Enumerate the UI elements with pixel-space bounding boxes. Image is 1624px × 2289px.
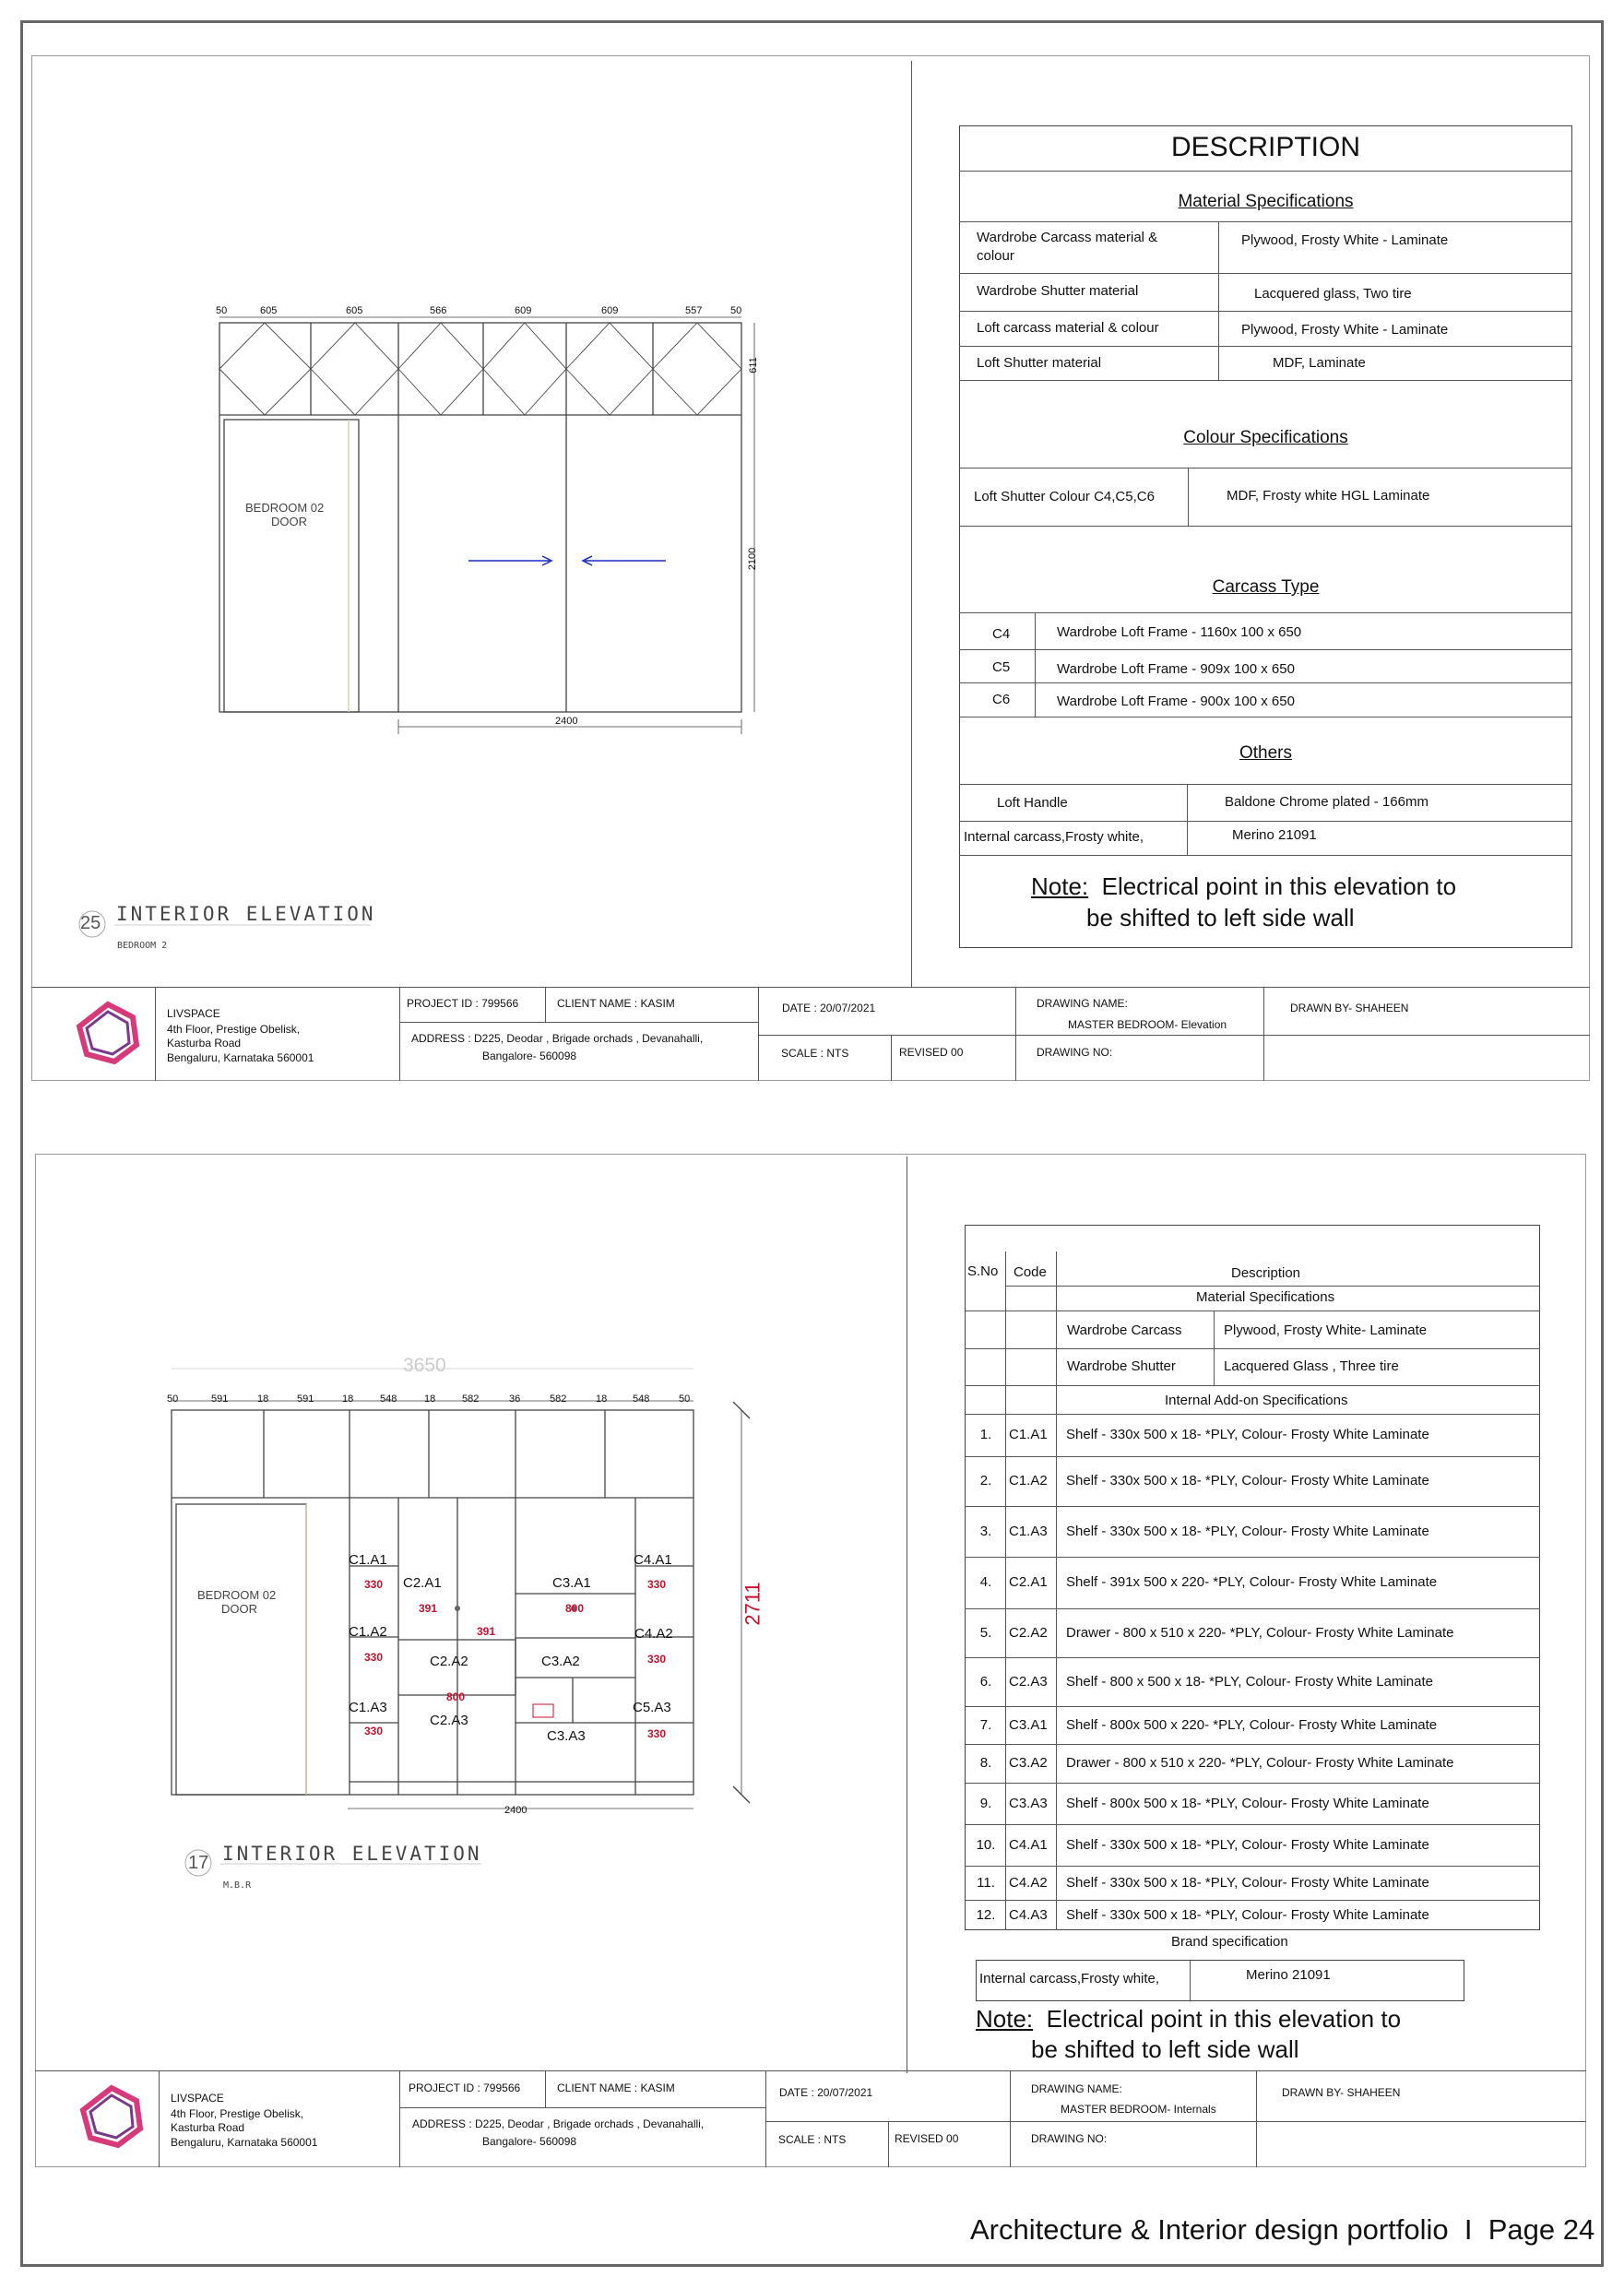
item-description: Drawer - 800 x 510 x 220- *PLY, Colour- Frosty White Laminate [1066, 1625, 1454, 1641]
material-heading: Material Specifications [1196, 1289, 1335, 1305]
overall-dim: 3650 [403, 1355, 446, 1376]
client-name: CLIENT NAME : KASIM [557, 2081, 675, 2094]
drawing-name: MASTER BEDROOM- Elevation [1068, 1018, 1227, 1031]
top-dim: 591 [297, 1394, 314, 1405]
others-heading: Others [1239, 743, 1293, 763]
top-dim: 557 [685, 305, 703, 316]
others-value: Merino 21091 [1232, 827, 1317, 843]
shelf-code: C2.A1 [403, 1575, 442, 1591]
scale: SCALE : NTS [778, 2133, 847, 2146]
item-description: Shelf - 330x 500 x 18- *PLY, Colour- Frosty White Laminate [1066, 1473, 1429, 1488]
material-label: Loft Shutter material [977, 355, 1102, 371]
description-title: DESCRIPTION [1170, 132, 1361, 162]
drawn-by: DRAWN BY- SHAHEEN [1282, 2086, 1401, 2099]
tb-col [545, 2070, 546, 2107]
material-label: Wardrobe Shutter material [977, 283, 1139, 299]
drawing-name-label: DRAWING NAME: [1031, 2082, 1122, 2095]
colour-label: Loft Shutter Colour C4,C5,C6 [974, 489, 1155, 504]
top-dim: 605 [260, 305, 278, 316]
carcass-value: Wardrobe Loft Frame - 900x 100 x 650 [1057, 694, 1295, 709]
material-value: Lacquered glass, Two tire [1254, 286, 1412, 302]
material-value: Lacquered Glass , Three tire [1224, 1358, 1399, 1374]
elevation-title: INTERIOR ELEVATION [116, 903, 376, 925]
material-label: Wardrobe Carcass [1067, 1322, 1182, 1338]
top-dim: 18 [342, 1394, 354, 1405]
red-dim: 330 [647, 1578, 667, 1591]
carcass-code: C6 [992, 692, 1011, 707]
right-dim: 611 [747, 357, 759, 374]
note-label: Note: [1031, 872, 1089, 900]
door-label: DOOR [221, 1602, 257, 1616]
top-dim: 605 [346, 305, 363, 316]
brand-label: Internal carcass,Frosty white, [979, 1971, 1160, 1987]
header-description: Description [1231, 1265, 1301, 1281]
header-code: Code [1014, 1264, 1047, 1280]
row-line [965, 1657, 1540, 1658]
company-address: Bengaluru, Karnataka 560001 [171, 2136, 318, 2149]
tb-col [1256, 2070, 1257, 2167]
carcass-code: C4 [992, 626, 1011, 642]
colour-heading: Colour Specifications [1183, 428, 1348, 447]
project-id: PROJECT ID : 799566 [407, 997, 519, 1010]
col-line [1190, 1960, 1191, 2001]
livspace-logo [79, 2084, 144, 2149]
top-dim: 36 [509, 1394, 521, 1405]
item-sno: 12. [976, 1907, 996, 1923]
company-address: Bengaluru, Karnataka 560001 [167, 1051, 314, 1064]
item-sno: 4. [979, 1574, 992, 1590]
company-address: Kasturba Road [171, 2121, 245, 2134]
drawn-by: DRAWN BY- SHAHEEN [1290, 1002, 1409, 1014]
item-code: C2.A1 [1009, 1574, 1048, 1590]
item-description: Shelf - 800 x 500 x 18- *PLY, Colour- Frosty White Laminate [1066, 1674, 1433, 1690]
brand-heading: Brand specification [1171, 1934, 1288, 1950]
item-code: C4.A1 [1009, 1837, 1048, 1853]
elevation-subtitle: BEDROOM 2 [117, 941, 168, 951]
site-address: Bangalore- 560098 [482, 2135, 577, 2148]
company-address: Kasturba Road [167, 1037, 242, 1050]
site-address: Bangalore- 560098 [482, 1050, 577, 1062]
company-address: 4th Floor, Prestige Obelisk, [167, 1023, 301, 1036]
date: DATE : 20/07/2021 [779, 2086, 873, 2099]
item-code: C3.A2 [1009, 1755, 1048, 1771]
shelf-code: C5.A3 [633, 1700, 671, 1715]
tb-col [159, 2070, 160, 2167]
tb-col [399, 2070, 400, 2167]
item-code: C1.A3 [1009, 1524, 1048, 1539]
row-line [1005, 1286, 1540, 1287]
note-line-1: Electrical point in this elevation to [1033, 2005, 1402, 2033]
item-code: C3.A3 [1009, 1796, 1048, 1811]
material-label: Wardrobe Shutter [1067, 1358, 1176, 1374]
top-dim: 609 [515, 305, 532, 316]
date: DATE : 20/07/2021 [782, 1002, 876, 1014]
drawing-name: MASTER BEDROOM- Internals [1061, 2103, 1216, 2116]
red-dim: 391 [477, 1625, 496, 1638]
top-dim: 18 [424, 1394, 436, 1405]
row-line [965, 1348, 1540, 1349]
item-code: C4.A3 [1009, 1907, 1048, 1923]
top-dim: 582 [462, 1394, 480, 1405]
material-value: Plywood, Frosty White - Laminate [1241, 322, 1449, 338]
material-value: MDF, Laminate [1273, 355, 1366, 371]
others-label: Internal carcass,Frosty white, [964, 829, 1144, 845]
elevation-number: 25 [80, 913, 101, 933]
brand-value: Merino 21091 [1246, 1967, 1331, 1983]
others-label: Loft Handle [997, 795, 1068, 811]
others-value: Baldone Chrome plated - 166mm [1225, 794, 1428, 810]
carcass-value: Wardrobe Loft Frame - 1160x 100 x 650 [1057, 624, 1302, 640]
bottom-dim: 2400 [504, 1805, 528, 1816]
col-line [1056, 1251, 1057, 1930]
right-dim: 2100 [747, 547, 759, 571]
item-sno: 3. [979, 1524, 992, 1539]
carcass-value: Wardrobe Loft Frame - 909x 100 x 650 [1057, 661, 1295, 677]
row-line [965, 1557, 1540, 1558]
item-sno: 11. [977, 1875, 995, 1891]
top-dim: 50 [167, 1394, 179, 1405]
door-label: DOOR [271, 515, 307, 528]
item-code: C3.A1 [1009, 1717, 1048, 1733]
shelf-code: C2.A2 [430, 1654, 468, 1669]
revised: REVISED 00 [895, 2132, 959, 2145]
shelf-code: C3.A1 [552, 1575, 591, 1591]
top-dim: 566 [430, 305, 447, 316]
item-code: C4.A2 [1009, 1875, 1048, 1891]
scale: SCALE : NTS [781, 1047, 849, 1060]
site-address: ADDRESS : D225, Deodar , Brigade orchads , Devanahalli, [412, 2117, 705, 2130]
top-dim: 548 [380, 1394, 397, 1405]
tb-col [765, 2070, 766, 2167]
row-line [965, 1900, 1540, 1901]
drawing-name-label: DRAWING NAME: [1037, 997, 1128, 1010]
tb-row [765, 2121, 1586, 2122]
client-name: CLIENT NAME : KASIM [557, 997, 675, 1010]
tb-col [888, 2121, 889, 2167]
row-line [965, 1608, 1540, 1609]
company-name: LIVSPACE [167, 1007, 220, 1020]
top-dim: 609 [601, 305, 619, 316]
material-heading: Material Specifications [1178, 192, 1354, 211]
item-sno: 9. [979, 1796, 992, 1811]
door-label: BEDROOM 02 [245, 501, 325, 515]
note-line-2: be shifted to left side wall [1086, 904, 1355, 931]
shelf-code: C2.A3 [430, 1713, 468, 1728]
carcass-heading: Carcass Type [1212, 577, 1320, 597]
item-code: C1.A1 [1009, 1427, 1048, 1442]
item-description: Shelf - 330x 500 x 18- *PLY, Colour- Frosty White Laminate [1066, 1427, 1429, 1442]
red-dim: 330 [364, 1725, 384, 1738]
red-dim: 330 [364, 1651, 384, 1664]
material-label: Wardrobe Carcass material & colour [977, 230, 1158, 264]
red-dim: 800 [565, 1602, 585, 1615]
row-line [965, 1824, 1540, 1825]
elevation-subtitle: M.B.R [223, 1880, 252, 1891]
item-description: Shelf - 330x 500 x 18- *PLY, Colour- Frosty White Laminate [1066, 1875, 1429, 1891]
item-sno: 5. [979, 1625, 992, 1641]
colour-value: MDF, Frosty white HGL Laminate [1227, 488, 1430, 504]
title-block-top [35, 2070, 1586, 2071]
note-label: Note: [976, 2005, 1034, 2033]
red-dim: 330 [647, 1653, 667, 1666]
red-dim: 800 [446, 1690, 466, 1703]
row-line [965, 1385, 1540, 1386]
row-line [965, 1744, 1540, 1745]
top-dim: 50 [730, 305, 742, 316]
shelf-code: C1.A2 [349, 1624, 387, 1640]
drawing-no: DRAWING NO: [1031, 2132, 1108, 2145]
material-value: Plywood, Frosty White - Laminate [1241, 232, 1449, 248]
item-description: Shelf - 800x 500 x 220- *PLY, Colour- Frosty White Laminate [1066, 1717, 1438, 1733]
top-dim: 18 [596, 1394, 608, 1405]
shelf-code: C4.A1 [634, 1552, 672, 1568]
top-dim: 18 [257, 1394, 269, 1405]
row-line [965, 1506, 1540, 1507]
page-footer: Architecture & Interior design portfolio I Page 24 [970, 2213, 1595, 2246]
row-line [965, 1783, 1540, 1784]
shelf-code: C4.A2 [634, 1626, 673, 1642]
col-line [1005, 1251, 1006, 1930]
company-name: LIVSPACE [171, 2092, 224, 2105]
item-code: C2.A3 [1009, 1674, 1048, 1690]
shelf-code: C3.A3 [547, 1728, 586, 1744]
header-sno: S.No [967, 1263, 999, 1279]
row-line [965, 1414, 1540, 1415]
site-address: ADDRESS : D225, Deodar , Brigade orchads , Devanahalli, [411, 1032, 704, 1045]
note-text [976, 2005, 1401, 2034]
item-sno: 6. [979, 1674, 992, 1690]
top-dim: 50 [216, 305, 228, 316]
elevation-number: 17 [188, 1853, 209, 1873]
top-dim: 548 [633, 1394, 650, 1405]
item-description: Shelf - 391x 500 x 220- *PLY, Colour- Frosty White Laminate [1066, 1574, 1438, 1590]
item-sno: 7. [979, 1717, 992, 1733]
red-dim: 330 [647, 1727, 667, 1740]
material-value: Plywood, Frosty White- Laminate [1224, 1322, 1428, 1338]
item-sno: 10. [976, 1837, 996, 1853]
top-dim: 591 [211, 1394, 229, 1405]
door-label: BEDROOM 02 [197, 1588, 277, 1602]
tb-row [399, 2107, 765, 2108]
item-description: Shelf - 330x 500 x 18- *PLY, Colour- Frosty White Laminate [1066, 1907, 1429, 1923]
shelf-code: C1.A1 [349, 1552, 387, 1568]
item-description: Shelf - 330x 500 x 18- *PLY, Colour- Frosty White Laminate [1066, 1524, 1429, 1539]
material-label: Loft carcass material & colour [977, 320, 1159, 336]
carcass-code: C5 [992, 659, 1011, 675]
elevation-title: INTERIOR ELEVATION [222, 1843, 482, 1865]
item-description: Shelf - 330x 500 x 18- *PLY, Colour- Frosty White Laminate [1066, 1837, 1429, 1853]
shelf-code: C1.A3 [349, 1700, 387, 1715]
red-dim: 330 [364, 1578, 384, 1591]
top-dim: 50 [679, 1394, 691, 1405]
project-id: PROJECT ID : 799566 [409, 2081, 521, 2094]
note-line-1: Electrical point in this elevation to [1088, 872, 1457, 900]
row-line [965, 1456, 1540, 1457]
item-sno: 1. [979, 1427, 992, 1442]
item-code: C1.A2 [1009, 1473, 1048, 1488]
row-line [965, 1706, 1540, 1707]
red-dim: 391 [419, 1602, 438, 1615]
item-sno: 2. [979, 1473, 992, 1488]
bottom-dim: 2400 [555, 716, 578, 727]
note-line-2: be shifted to left side wall [1031, 2035, 1299, 2063]
row-line [965, 1866, 1540, 1867]
item-code: C2.A2 [1009, 1625, 1048, 1641]
tb-col [1010, 2070, 1011, 2167]
company-address: 4th Floor, Prestige Obelisk, [171, 2107, 304, 2120]
top-dim: 582 [550, 1394, 567, 1405]
item-sno: 8. [979, 1755, 992, 1771]
drawing-no: DRAWING NO: [1037, 1046, 1113, 1059]
item-description: Shelf - 800x 500 x 18- *PLY, Colour- Frosty White Laminate [1066, 1796, 1429, 1811]
item-description: Drawer - 800 x 510 x 220- *PLY, Colour- Frosty White Laminate [1066, 1755, 1454, 1771]
height-dim: 2711 [741, 1582, 765, 1626]
revised: REVISED 00 [899, 1046, 964, 1059]
shelf-code: C3.A2 [541, 1654, 580, 1669]
addon-heading: Internal Add-on Specifications [1165, 1393, 1348, 1408]
